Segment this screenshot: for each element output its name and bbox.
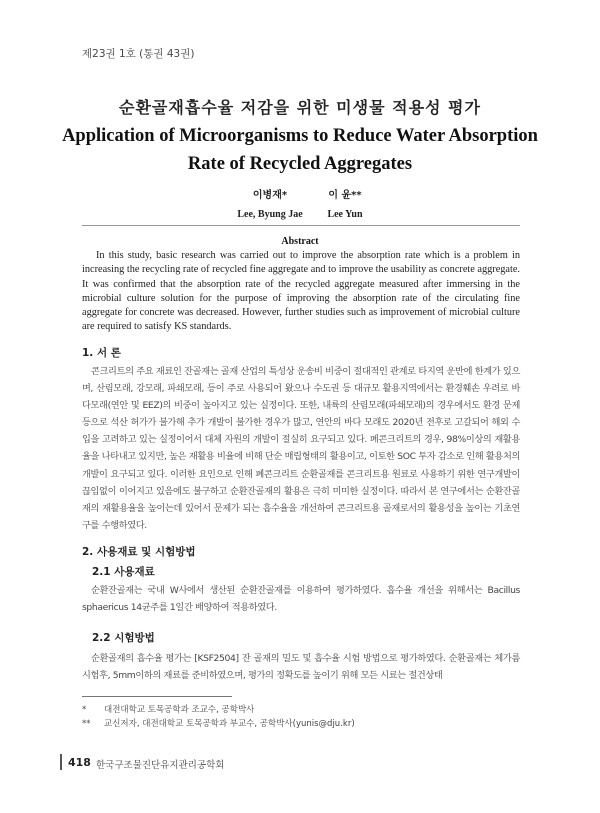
section-1-heading: 1. 서 론 xyxy=(82,347,121,359)
section-2-2-text: 순환골재의 흡수율 평가는 [KSF2504] 잔 골재의 밀도 및 흡수율 시험 방법으로 평가하였다. 순환골재는 체가름 시험후, 5mm이하의 재료를 준비하였으며, 평가의 정확도를 높이기 위해 모든 시료는 절건상태 xyxy=(82,653,520,682)
footnote-1-text: 대전대학교 토목공학과 조교수, 공학박사 xyxy=(104,705,255,715)
page-number: 418 xyxy=(68,756,91,769)
section-2-1-heading: 2.1 사용재료 xyxy=(92,566,155,578)
footnote-2-mark: ** xyxy=(82,719,91,729)
section-2-heading: 2. 사용재료 및 시험방법 xyxy=(82,546,196,558)
footnote-divider xyxy=(82,696,232,697)
author-1-korean-name: 이병재* xyxy=(252,190,288,201)
page-number-bar xyxy=(60,754,62,770)
footnote-2-text: 교신저자, 대전대학교 토목공학과 부교수, 공학박사(yunis@dju.kr) xyxy=(104,719,355,729)
author-2-korean-name: 이 윤** xyxy=(328,190,362,201)
author-1-english-name: Lee, Byung Jae xyxy=(237,209,303,220)
journal-name-footer: 한국구조물진단유지관리공학회 xyxy=(96,760,225,771)
header-divider xyxy=(82,225,520,226)
paper-title-korean: 순환골재흡수율 저감을 위한 미생물 적용성 평가 xyxy=(119,98,481,117)
author-2 xyxy=(300,186,390,220)
author-2-english-name: Lee Yun xyxy=(327,209,363,220)
journal-issue-header: 제23권 1호 (통권 43권) xyxy=(82,48,195,60)
paper-title-english: Application of Microorganisms to Reduce Water Absorption Rate of Recycled Aggregates xyxy=(62,126,538,174)
footnote-1-mark: * xyxy=(82,705,87,715)
footnote-1 xyxy=(82,703,254,715)
abstract-heading: Abstract xyxy=(281,236,319,247)
abstract-text: In this study, basic research was carried out to improve the absorption rate which is a problem in increasing the recycling rate of recycled fine aggregate and to improve the usability as concrete aggregate. It was confirmed that the absorption rate of the recycled aggregate measured after immersing in the microbial culture solution for the purpose of improving the absorption rate of the circulating fine aggregate for concrete was decreased. However, further studies such as improvement of microbial culture are required to satisfy KS standards. xyxy=(82,250,520,333)
section-2-1-text: 순환잔골재는 국내 W사에서 생산된 순환잔골재를 이용하여 평가하였다. 흡수율 개선을 위해서는 Bacillus sphaericus 14균주를 1일간 배양하여 적용하였다. xyxy=(82,585,520,614)
section-2-2-heading: 2.2 시험방법 xyxy=(92,632,155,644)
section-1-text: 콘크리트의 주요 재료인 잔골재는 골재 산업의 특성상 운송비 비중이 절대적인 관계로 타지역 운반에 한계가 있으며, 산림모래, 강모래, 파쇄모래, 등이 주로 사용되어 왔으나 수도권 등 대규모 활용지역에서는 환경훼손 우려로 바다모래(연안 및 EEZ)의 비중이 높아지고 있는 실정이다. 또한, 내륙의 산림모래(파쇄모래)의 경우에서도 환경 문제 등으로 석산 허가가 불가해 추가 개발이 불가한 경우가 많고, 연안의 바다 모래도 2020년 전후로 고갈되어 해외 수입을 고려하고 있는 실정이어서 대체 자원의 개발이 절실히 요구되고 있다. 폐콘크리트의 경우, 98%이상의 재활용율을 나타내고 있지만, 높은 재활용 비율에 비해 단순 매립형태의 활용이고, 이토한 SOC 투자 감소로 인해 활용처의 개발이 요구되고 있다. 이러한 요인으로 인해 폐콘크리트 순환골재를 콘크리트용 원료로 사용하기 위한 연구개발이 끊임없이 이어지고 있음에도 불구하고 순환잔골재의 활용은 극히 미미한 실정이다. 따라서 본 연구에서는 순환잔골재의 재활용율을 높이는데 있어서 문제가 되는 흡수율을 개선하여 콘크리트용 골재로서의 활용성을 높이는 기초연구를 수행하였다. xyxy=(82,366,520,531)
footnote-2 xyxy=(82,717,355,729)
